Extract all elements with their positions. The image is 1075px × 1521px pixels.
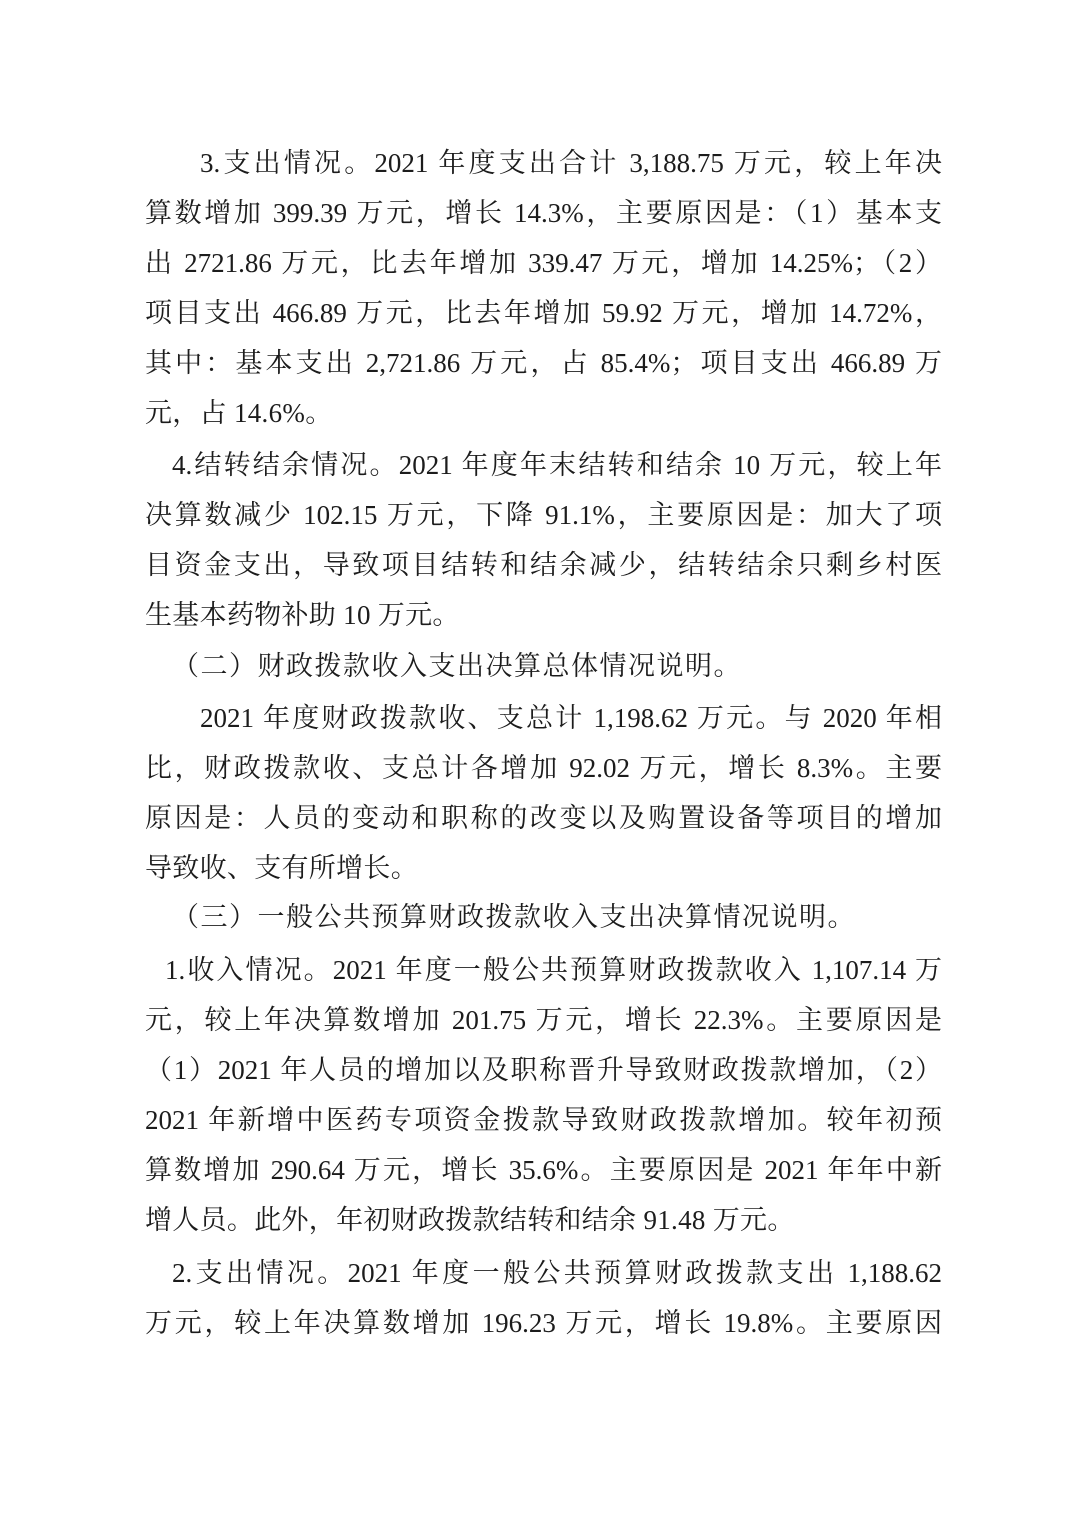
text-line: 2021 年度财政拨款收、支总计 1,198.62 万元。与 2020 年相 (200, 703, 942, 733)
text-line: 万元，较上年决算数增加 196.23 万元，增长 19.8%。主要原因 (145, 1308, 942, 1338)
text-line: 增人员。此外，年初财政拨款结转和结余 91.48 万元。 (145, 1205, 795, 1235)
text-line: 元，占 14.6%。 (145, 398, 333, 428)
text-line: 4.结转结余情况。2021 年度年末结转和结余 10 万元，较上年 (172, 450, 942, 480)
text-line: 出 2721.86 万元，比去年增加 339.47 万元，增加 14.25%；（2） (145, 248, 942, 278)
text-line: 其中：基本支出 2,721.86 万元，占 85.4%；项目支出 466.89 万 (145, 348, 942, 378)
heading-text: （三）一般公共预算财政拨款收入支出决算情况说明。 (172, 902, 856, 932)
paragraph-income (145, 945, 942, 1245)
section-heading-2 (145, 641, 942, 691)
text-line: 算数增加 399.39 万元，增长 14.3%，主要原因是：（1）基本支 (145, 198, 942, 228)
paragraph-expenditure (145, 138, 942, 438)
text-line: （1）2021 年人员的增加以及职称晋升导致财政拨款增加，（2） (145, 1055, 942, 1085)
section-heading-3 (145, 892, 942, 942)
text-line: 导致收、支有所增长。 (145, 853, 418, 883)
paragraph-fiscal-appropriation-total (145, 693, 942, 893)
paragraph-general-expenditure (145, 1248, 942, 1348)
text-line: 原因是：人员的变动和职称的改变以及购置设备等项目的增加 (145, 803, 942, 833)
text-line: 决算数减少 102.15 万元，下降 91.1%，主要原因是：加大了项 (145, 500, 942, 530)
document-body (145, 138, 942, 1348)
text-line: 项目支出 466.89 万元，比去年增加 59.92 万元，增加 14.72%， (145, 298, 942, 328)
text-line: 2.支出情况。2021 年度一般公共预算财政拨款支出 1,188.62 (172, 1258, 942, 1288)
text-line: 生基本药物补助 10 万元。 (145, 600, 460, 630)
text-line: 比，财政拨款收、支总计各增加 92.02 万元，增长 8.3%。主要 (145, 753, 942, 783)
paragraph-carryover-balance (145, 440, 942, 640)
heading-text: （二）财政拨款收入支出决算总体情况说明。 (172, 651, 742, 681)
text-line: 元，较上年决算数增加 201.75 万元，增长 22.3%。主要原因是 (145, 1005, 942, 1035)
text-line: 3.支出情况。2021 年度支出合计 3,188.75 万元，较上年决 (200, 148, 942, 178)
text-line: 目资金支出，导致项目结转和结余减少，结转结余只剩乡村医 (145, 550, 942, 580)
text-line: 算数增加 290.64 万元，增长 35.6%。主要原因是 2021 年年中新 (145, 1155, 942, 1185)
text-line: 1.收入情况。2021 年度一般公共预算财政拨款收入 1,107.14 万 (165, 955, 942, 985)
text-line: 2021 年新增中医药专项资金拨款导致财政拨款增加。较年初预 (145, 1105, 942, 1135)
